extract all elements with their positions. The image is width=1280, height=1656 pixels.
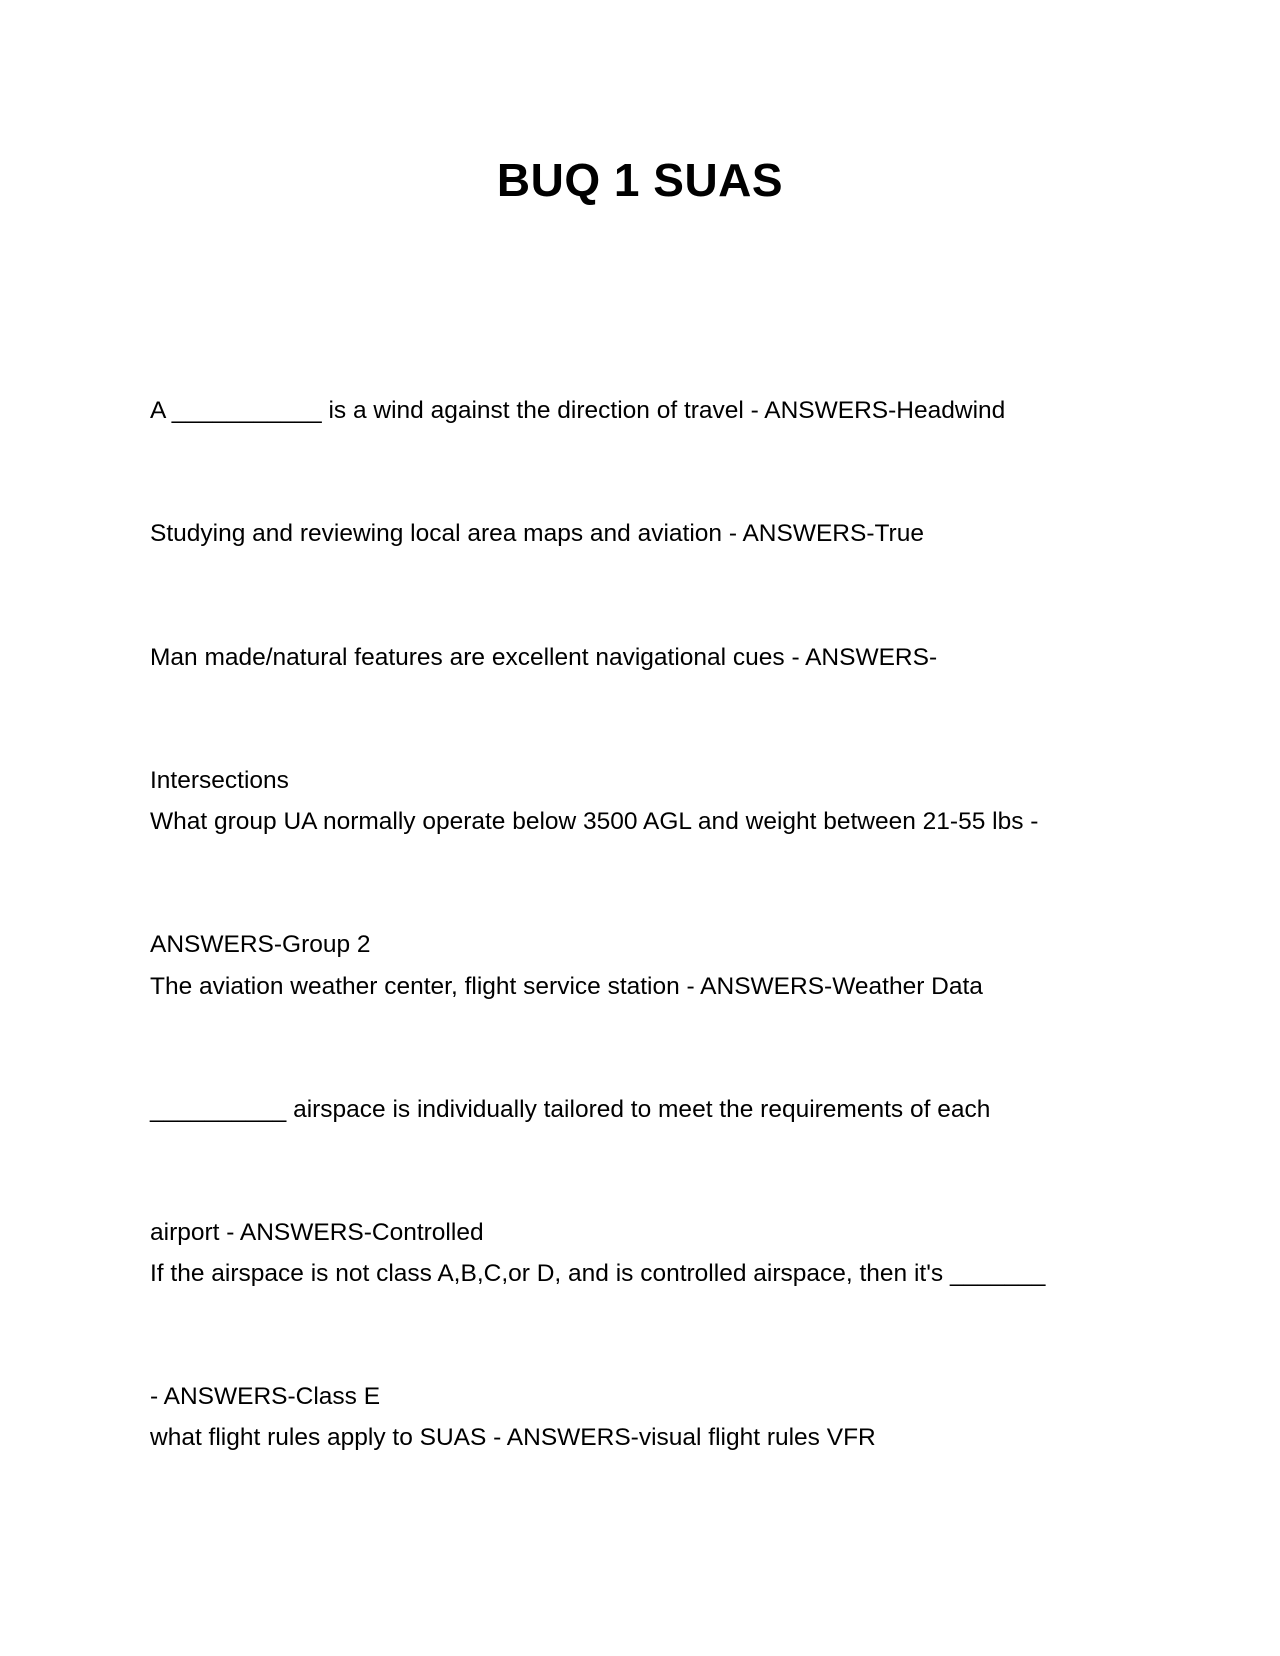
qa-line: ANSWERS-Group 2 [150, 931, 371, 958]
qa-line: If the airspace is not class A,B,C,or D, and is controlled airspace, then it's _______ [150, 1260, 1046, 1287]
qa-line: __________ airspace is individually tailored to meet the requirements of each [150, 1096, 991, 1123]
qa-item-vfr [150, 1335, 1135, 1540]
qa-line: Intersections [150, 767, 289, 794]
qa-line: What group UA normally operate below 3500 AGL and weight between 21-55 lbs - [150, 808, 1039, 835]
qa-line: A ___________ is a wind against the direction of travel - ANSWERS-Headwind [150, 397, 1006, 424]
document-title: BUQ 1 SUAS [496, 154, 784, 206]
qa-line: Studying and reviewing local area maps and aviation - ANSWERS-True [150, 520, 924, 547]
qa-line: Man made/natural features are excellent navigational cues - ANSWERS- [150, 644, 938, 671]
qa-line: - ANSWERS-Class E [150, 1383, 381, 1410]
qa-line: The aviation weather center, flight service station - ANSWERS-Weather Data [150, 973, 983, 1000]
qa-line: what flight rules apply to SUAS - ANSWERS-visual flight rules VFR [150, 1424, 876, 1451]
qa-line: airport - ANSWERS-Controlled [150, 1219, 484, 1246]
